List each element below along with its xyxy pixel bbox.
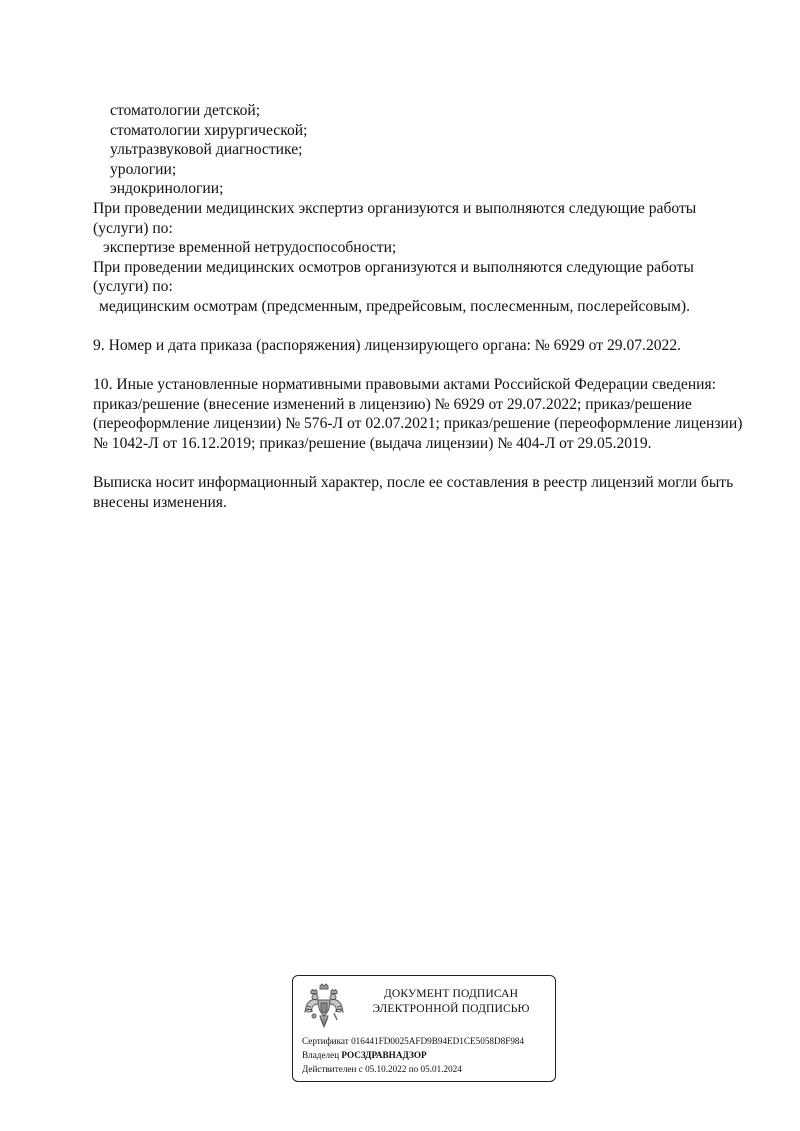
paragraph-gap [93, 317, 773, 337]
certificate-value: 016441FD0025AFD9B94ED1CE5058D8F984 [351, 1036, 525, 1046]
validity-row [302, 1062, 552, 1076]
double-headed-eagle-emblem-icon [303, 982, 345, 1030]
expertise-intro-line1: При проведении медицинских экспертиз организуются и выполняются следующие работы [93, 199, 697, 217]
owner-label: Владелец [302, 1050, 340, 1060]
owner-value: РОСЗДРАВНАДЗОР [341, 1050, 427, 1060]
list-item-endocrinology: эндокринологии; [110, 180, 224, 198]
exams-intro-line2: (услуги) по: [93, 278, 173, 296]
certificate-label: Сертификат [302, 1036, 349, 1046]
info-note-line1: Выписка носит информационный характер, после ее составления в реестр лицензий могли быть [93, 474, 734, 491]
owner-row [302, 1048, 552, 1062]
document-body [93, 101, 773, 512]
section-10-line2: приказ/решение (внесение изменений в лицензию) № 6929 от 29.07.2022; приказ/решение [93, 395, 692, 413]
info-note-line2: внесены изменения. [93, 493, 227, 511]
section-10-line3: (переоформление лицензии) № 576-Л от 02.07.2021; приказ/решение (переоформление лицензии) [93, 415, 743, 433]
list-item-dental-pediatric: стоматологии детской; [110, 102, 261, 119]
expertise-item: экспертизе временной нетрудоспособности; [103, 239, 397, 257]
exams-intro-line1: При проведении медицинских осмотров организуются и выполняются следующие работы [93, 258, 694, 276]
expertise-intro-line2: (услуги) по: [93, 219, 173, 237]
validity-value: с 05.10.2022 по 05.01.2024 [358, 1064, 462, 1074]
stamp-title [353, 987, 549, 1016]
stamp-title-line1: ДОКУМЕНТ ПОДПИСАН [383, 987, 519, 1000]
section-10-line4: № 1042-Л от 16.12.2019; приказ/решение (выдача лицензии) № 404-Л от 29.05.2019. [93, 434, 652, 452]
paragraph-gap [93, 356, 773, 376]
list-item-dental-surgical: стоматологии хирургической; [110, 121, 308, 139]
stamp-title-line2: ЭЛЕКТРОННОЙ ПОДПИСЬЮ [372, 1001, 530, 1015]
list-item-urology: урологии; [110, 160, 177, 178]
electronic-signature-stamp [292, 975, 556, 1082]
validity-label: Действителен [302, 1064, 357, 1074]
exams-item: медицинским осмотрам (предсменным, предрейсовым, послесменным, послерейсовым). [99, 297, 690, 315]
section-10-line1: 10. Иные установленные нормативными правовыми актами Российской Федерации сведения: [93, 376, 717, 394]
list-item-ultrasound: ультразвуковой диагностике; [110, 141, 303, 159]
stamp-details [302, 1034, 552, 1076]
certificate-row [302, 1034, 552, 1048]
section-9-order: 9. Номер и дата приказа (распоряжения) лицензирующего органа: № 6929 от 29.07.2022. [93, 337, 682, 355]
paragraph-gap [93, 454, 773, 474]
